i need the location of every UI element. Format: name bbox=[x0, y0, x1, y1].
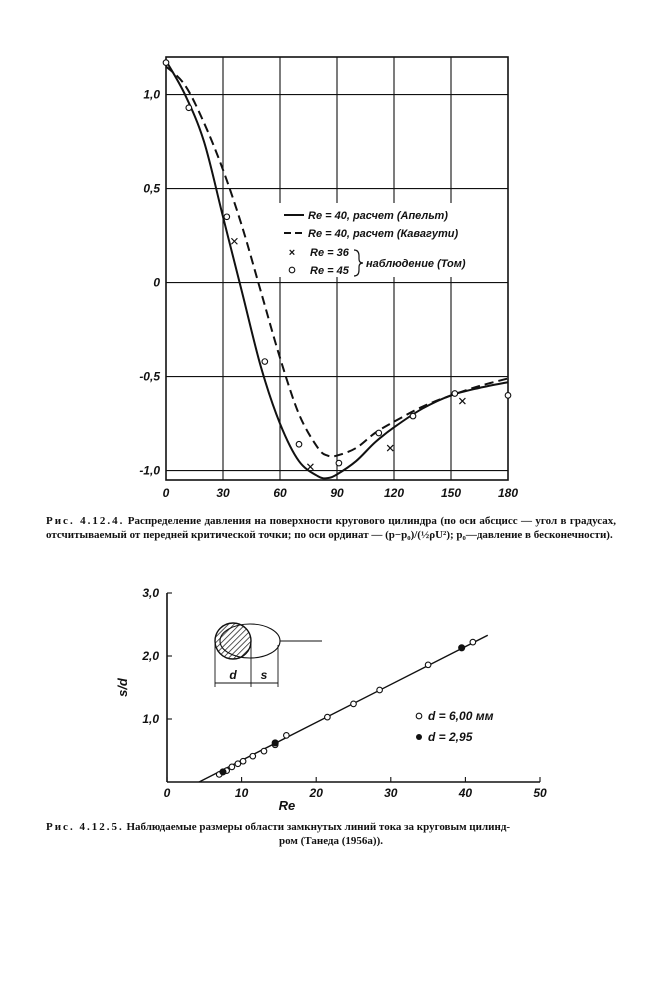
y-axis-label: s/d bbox=[115, 678, 130, 697]
point-re45 bbox=[505, 393, 511, 399]
point-filled bbox=[272, 740, 278, 746]
inset-d-label: d bbox=[229, 668, 237, 682]
legend-open-circle bbox=[416, 713, 422, 719]
point-re45 bbox=[224, 214, 230, 220]
point-open bbox=[261, 748, 267, 754]
point-re45 bbox=[296, 441, 302, 447]
point-re45 bbox=[163, 60, 169, 66]
y-tick-label: 2,0 bbox=[142, 649, 159, 663]
axes bbox=[167, 593, 540, 782]
x-tick-label: 40 bbox=[458, 786, 473, 800]
point-re36 bbox=[387, 445, 393, 451]
legend-filled-circle bbox=[416, 734, 422, 740]
figure2-caption-body: Наблюдаемые размеры области замкнутых линий тока за круговым цилинд- bbox=[126, 821, 511, 833]
x-tick-label: 30 bbox=[384, 786, 398, 800]
point-open bbox=[377, 687, 383, 693]
y-tick-label: -1,0 bbox=[139, 463, 160, 478]
legend-label-apelt: Re = 40, расчет (Апельт) bbox=[308, 210, 448, 222]
point-re45 bbox=[452, 391, 458, 397]
x-tick-label: 30 bbox=[216, 486, 230, 500]
point-re45 bbox=[186, 105, 192, 111]
legend-cross-marker: × bbox=[288, 247, 296, 259]
x-tick-label: 180 bbox=[497, 486, 519, 500]
point-open bbox=[425, 662, 431, 668]
figure1-caption-lead: Рис. 4.12.4. bbox=[46, 515, 125, 527]
x-tick-label: 150 bbox=[440, 486, 462, 500]
y-tick-label: 3,0 bbox=[142, 586, 159, 600]
point-re45 bbox=[336, 460, 342, 466]
point-open bbox=[325, 714, 331, 720]
point-re36 bbox=[231, 238, 237, 244]
x-tick-label: 50 bbox=[533, 786, 547, 800]
legend-label-observation: наблюдение (Том) bbox=[366, 258, 466, 270]
y-tick-label: 0 bbox=[153, 275, 160, 290]
x-tick-label: 0 bbox=[163, 786, 171, 800]
inset-s-label: s bbox=[260, 668, 268, 682]
legend-label-open: d = 6,00 мм bbox=[428, 709, 494, 723]
point-open bbox=[284, 733, 290, 739]
legend bbox=[276, 203, 486, 277]
figure2-caption-body-2: ром (Танеда (1956a)). bbox=[278, 835, 383, 847]
tick-labels bbox=[139, 88, 518, 500]
point-re36 bbox=[307, 464, 313, 470]
figure1-caption bbox=[46, 514, 616, 542]
point-filled bbox=[459, 645, 465, 651]
legend-label-filled: d = 2,95 bbox=[428, 730, 473, 744]
legend-label-re36: Re = 36 bbox=[310, 247, 349, 259]
inset-cylinder-diagram bbox=[215, 623, 322, 687]
tick-labels bbox=[115, 586, 547, 813]
point-open bbox=[250, 753, 256, 759]
legend-circle-marker bbox=[289, 267, 295, 273]
point-re45 bbox=[262, 359, 268, 365]
y-tick-label: -0,5 bbox=[139, 369, 160, 384]
figure2-caption-lead: Рис. 4.12.5. bbox=[46, 821, 124, 833]
x-axis-label: Re bbox=[278, 798, 296, 813]
point-open bbox=[470, 639, 476, 645]
x-tick-label: 0 bbox=[162, 486, 170, 500]
x-tick-label: 90 bbox=[330, 486, 344, 500]
point-open bbox=[351, 701, 357, 707]
legend bbox=[416, 709, 494, 744]
point-open bbox=[229, 764, 235, 770]
legend-label-kawaguti: Re = 40, расчет (Кавагути) bbox=[308, 228, 459, 240]
figure1-caption-body: Распределение давления на поверхности кругового цилиндра (по оси абсцисс — угол в градусах, отсчитываемый от передней критической точки; по оси ординат — (p−p₀)/(½ρU²); p₀—давление в бесконечности). bbox=[46, 515, 616, 541]
figure2-caption bbox=[46, 820, 616, 848]
point-re45 bbox=[410, 413, 416, 419]
x-tick-label: 10 bbox=[234, 786, 249, 800]
point-re45 bbox=[376, 430, 382, 436]
x-tick-label: 120 bbox=[383, 486, 405, 500]
figure-closed-streamline-region bbox=[0, 575, 650, 815]
y-tick-label: 1,0 bbox=[142, 712, 159, 726]
cylinder-circle bbox=[215, 623, 251, 659]
point-filled bbox=[220, 769, 226, 775]
point-re36 bbox=[459, 398, 465, 404]
x-tick-label: 20 bbox=[309, 786, 323, 800]
y-tick-label: 0,5 bbox=[143, 181, 160, 196]
x-tick-label: 60 bbox=[273, 486, 287, 500]
y-tick-label: 1,0 bbox=[143, 87, 160, 102]
legend-label-re45: Re = 45 bbox=[310, 265, 349, 277]
sd-chart bbox=[0, 575, 650, 815]
point-open bbox=[240, 758, 246, 764]
